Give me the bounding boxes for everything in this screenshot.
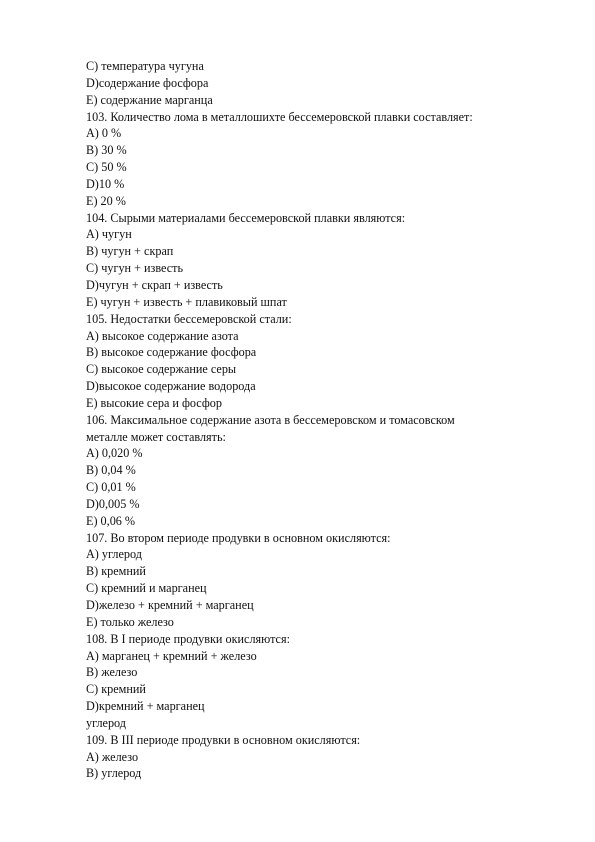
question-107: 107. Во втором периоде продувки в основном окисляются: bbox=[86, 530, 391, 545]
question-106-continued: металле может составлять: bbox=[86, 429, 226, 444]
answer-option: C) чугун + известь bbox=[86, 261, 184, 276]
answer-option: C) 0,01 % bbox=[86, 480, 136, 495]
answer-option: D)высокое содержание водорода bbox=[86, 379, 256, 394]
answer-option: E) 20 % bbox=[86, 193, 126, 208]
answer-option: A) высокое содержание азота bbox=[86, 328, 239, 343]
answer-option: E) 0,06 % bbox=[86, 513, 136, 528]
question-104: 104. Сырыми материалами бессемеровской плавки являются: bbox=[86, 210, 406, 225]
answer-option: E) чугун + известь + плавиковый шпат bbox=[86, 294, 287, 309]
text-line: C) температура чугуна bbox=[86, 59, 204, 73]
answer-option: углерод bbox=[86, 715, 127, 730]
answer-option: E) высокие сера и фосфор bbox=[86, 395, 222, 410]
answer-option: B) кремний bbox=[86, 564, 146, 579]
text-line: E) содержание марганца bbox=[86, 92, 213, 107]
answer-option: D)10 % bbox=[86, 176, 125, 191]
answer-option: D)железо + кремний + марганец bbox=[86, 598, 254, 612]
answer-option: B) высокое содержание фосфора bbox=[86, 345, 257, 360]
answer-option: B) углерод bbox=[86, 766, 142, 781]
answer-option: B) 30 % bbox=[86, 143, 127, 158]
answer-option: D)кремний + марганец bbox=[86, 699, 205, 714]
answer-option: A) 0,020 % bbox=[86, 446, 143, 461]
answer-option: A) железо bbox=[86, 749, 139, 764]
answer-option: C) кремний и марганец bbox=[86, 581, 207, 596]
question-105: 105. Недостатки бессемеровской стали: bbox=[86, 311, 292, 326]
question-106: 106. Максимальное содержание азота в бессемеровском и томасовском bbox=[86, 412, 455, 427]
document-page bbox=[86, 58, 566, 782]
answer-option: A) чугун bbox=[86, 227, 132, 242]
answer-option: B) железо bbox=[86, 665, 138, 680]
answer-option: A) 0 % bbox=[86, 126, 122, 141]
question-108: 108. В I периоде продувки окисляются: bbox=[86, 631, 290, 646]
answer-option: B) чугун + скрап bbox=[86, 244, 174, 259]
answer-option: C) 50 % bbox=[86, 160, 127, 175]
answer-option: D)0,005 % bbox=[86, 496, 140, 511]
answer-option: D)чугун + скрап + известь bbox=[86, 277, 223, 292]
question-103: 103. Количество лома в металлошихте бессемеровской плавки составляет: bbox=[86, 109, 473, 124]
answer-option: A) марганец + кремний + железо bbox=[86, 648, 257, 663]
question-109: 109. В III периоде продувки в основном окисляются: bbox=[86, 732, 361, 747]
answer-option: A) углерод bbox=[86, 547, 142, 562]
text-line: D)содержание фосфора bbox=[86, 75, 209, 90]
answer-option: C) кремний bbox=[86, 682, 146, 697]
answer-option: E) только железо bbox=[86, 614, 174, 629]
answer-option: C) высокое содержание серы bbox=[86, 362, 237, 377]
answer-option: B) 0,04 % bbox=[86, 463, 136, 478]
